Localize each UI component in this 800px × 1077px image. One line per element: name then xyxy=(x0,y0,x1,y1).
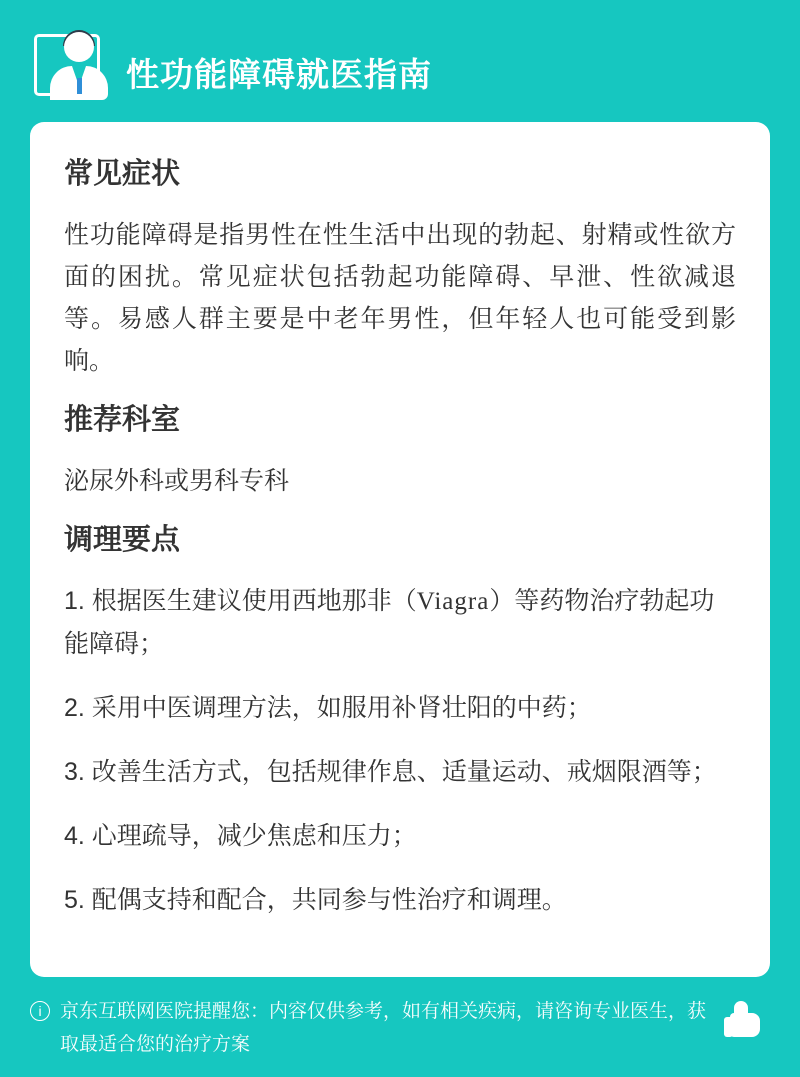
section-text-department: 泌尿外科或男科专科 xyxy=(64,467,290,495)
section-heading-care-points: 调理要点 xyxy=(64,524,181,556)
list-item: 1. 根据医生建议使用西地那非（Viagra）等药物治疗勃起功能障碍； xyxy=(64,587,715,658)
section-text-symptoms: 性功能障碍是指男性在性生活中出现的勃起、射精或性欲方面的困扰。常见症状包括勃起功能障碍、早泄、性欲减退等。易感人群主要是中老年男性，但年轻人也可能受到影响。 xyxy=(64,221,736,375)
list-item: 5. 配偶支持和配合，共同参与性治疗和调理。 xyxy=(64,886,567,914)
page-title: 性功能障碍就医指南 xyxy=(126,56,432,93)
footer-disclaimer xyxy=(30,995,770,1061)
list-item: 4. 心理疏导，减少焦虑和压力； xyxy=(64,822,417,850)
care-points-list xyxy=(64,580,736,921)
section-heading-department: 推荐科室 xyxy=(64,404,181,436)
list-item: 2. 采用中医调理方法，如服用补肾壮阳的中药； xyxy=(64,694,592,722)
thumbs-up-icon[interactable] xyxy=(724,997,770,1043)
content-card xyxy=(30,122,770,977)
doctor-avatar-icon xyxy=(34,26,108,100)
list-item: 3. 改善生活方式，包括规律作息、适量运动、戒烟限酒等； xyxy=(64,758,717,786)
page-header xyxy=(30,26,770,122)
footer-text: 京东互联网医院提醒您：内容仅供参考，如有相关疾病，请咨询专业医生，获取最适合您的治疗方案 xyxy=(60,1001,707,1055)
info-icon: i xyxy=(30,1001,50,1021)
section-heading-symptoms: 常见症状 xyxy=(64,158,181,190)
